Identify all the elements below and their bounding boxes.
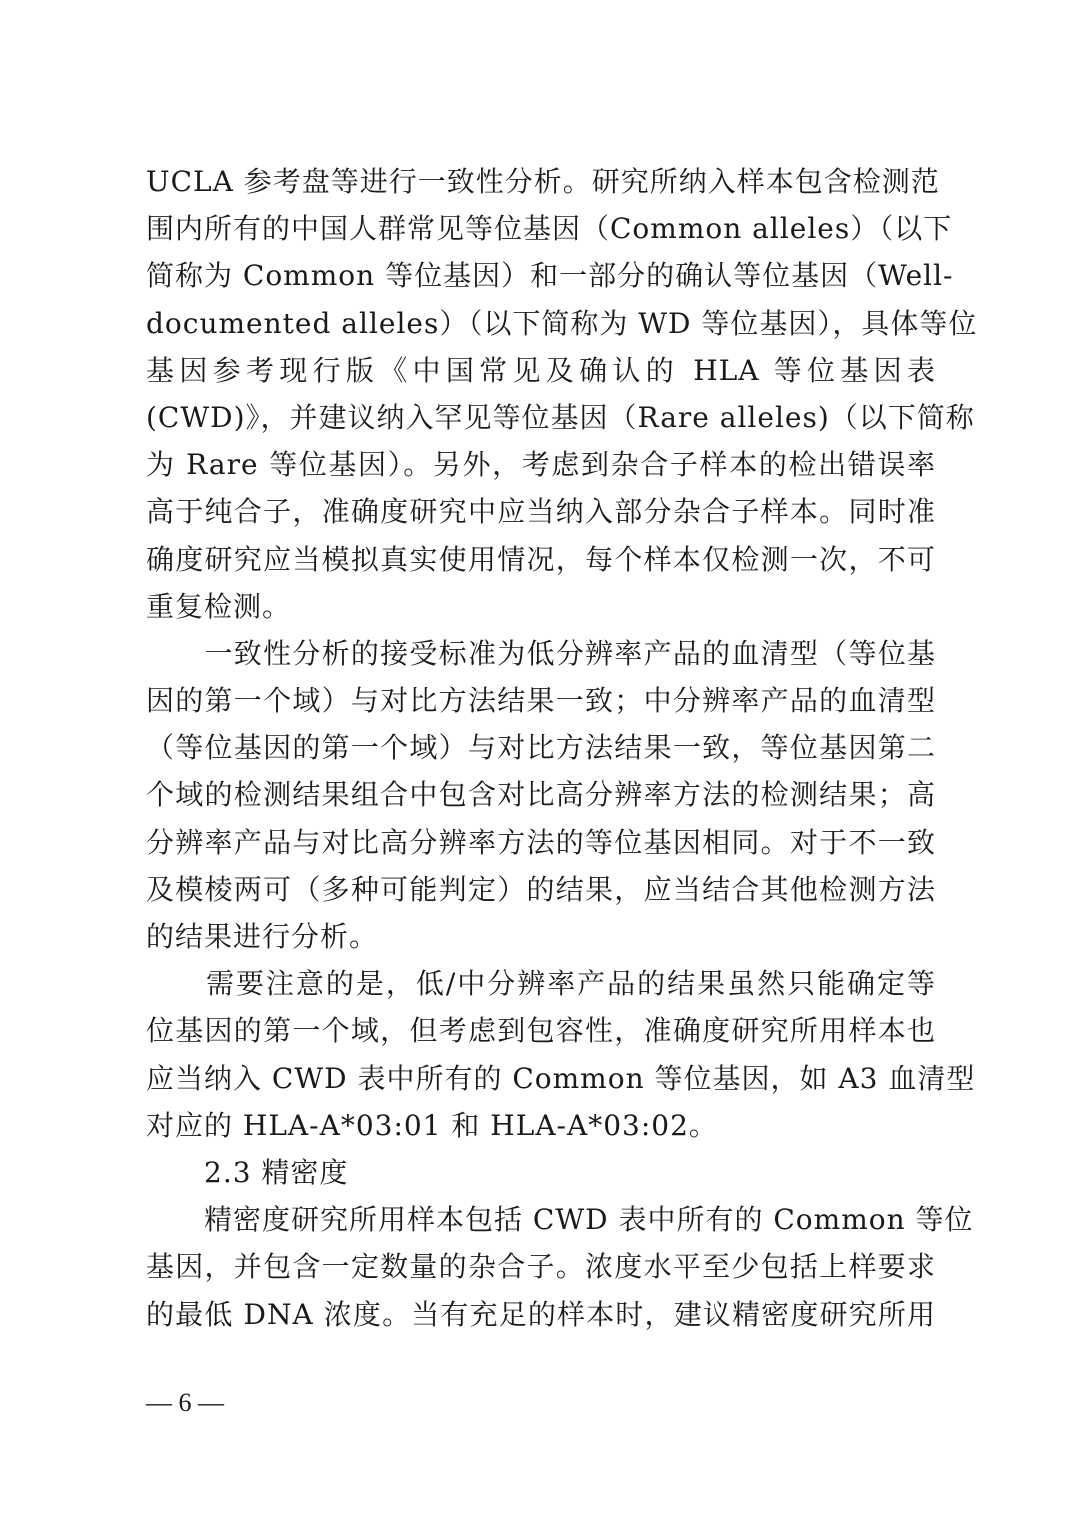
text-line: （等位基因的第一个域）与对比方法结果一致，等位基因第二	[146, 731, 936, 765]
text-line: 的最低 DNA 浓度。当有充足的样本时，建议精密度研究所用	[146, 1297, 936, 1331]
text-line: 需要注意的是，低/中分辨率产品的结果虽然只能确定等	[146, 967, 936, 1001]
text-line: 精密度研究所用样本包括 CWD 表中所有的 Common 等位	[146, 1203, 974, 1237]
text-line: 及模棱两可（多种可能判定）的结果，应当结合其他检测方法	[146, 872, 936, 906]
text-line: 分辨率产品与对比高分辨率方法的等位基因相同。对于不一致	[146, 825, 936, 859]
text-line: 应当纳入 CWD 表中所有的 Common 等位基因，如 A3 血清型	[146, 1061, 976, 1095]
text-line: 确度研究应当模拟真实使用情况，每个样本仅检测一次，不可	[146, 542, 936, 576]
text-line: 简称为 Common 等位基因）和一部分的确认等位基因（Well-	[146, 259, 954, 293]
text-line: documented alleles）（以下简称为 WD 等位基因），具体等位	[146, 306, 978, 340]
text-line: 一致性分析的接受标准为低分辨率产品的血清型（等位基	[146, 636, 936, 670]
text-line: UCLA 参考盘等进行一致性分析。研究所纳入样本包含检测范	[146, 165, 940, 198]
text-line: 围内所有的中国人群常见等位基因（Common alleles）（以下	[146, 212, 953, 246]
body-text	[146, 158, 978, 1338]
text-line: 重复检测。	[146, 589, 292, 623]
text-line: 个域的检测结果组合中包含对比高分辨率方法的检测结果；高	[146, 778, 936, 812]
text-line: 因的第一个域）与对比方法结果一致；中分辨率产品的血清型	[146, 684, 936, 718]
text-line: 基因，并包含一定数量的杂合子。浓度水平至少包括上样要求	[146, 1250, 936, 1284]
text-line: 2.3 精密度	[146, 1155, 349, 1189]
text-line: 位基因的第一个域，但考虑到包容性，准确度研究所用样本也	[146, 1014, 936, 1048]
text-line: 为 Rare 等位基因）。另外，考虑到杂合子样本的检出错误率	[146, 448, 936, 482]
text-line: 的结果进行分析。	[146, 920, 379, 953]
page-number: — 6 —	[146, 1388, 224, 1417]
text-line: (CWD)》，并建议纳入罕见等位基因（Rare alleles)（以下简称	[146, 400, 975, 434]
text-line: 对应的 HLA-A*03:01 和 HLA-A*03:02。	[146, 1108, 718, 1142]
text-line: 高于纯合子，准确度研究中应当纳入部分杂合子样本。同时准	[146, 495, 936, 529]
text-line: 基因参考现行版《中国常见及确认的 HLA 等位基因表	[146, 353, 936, 387]
